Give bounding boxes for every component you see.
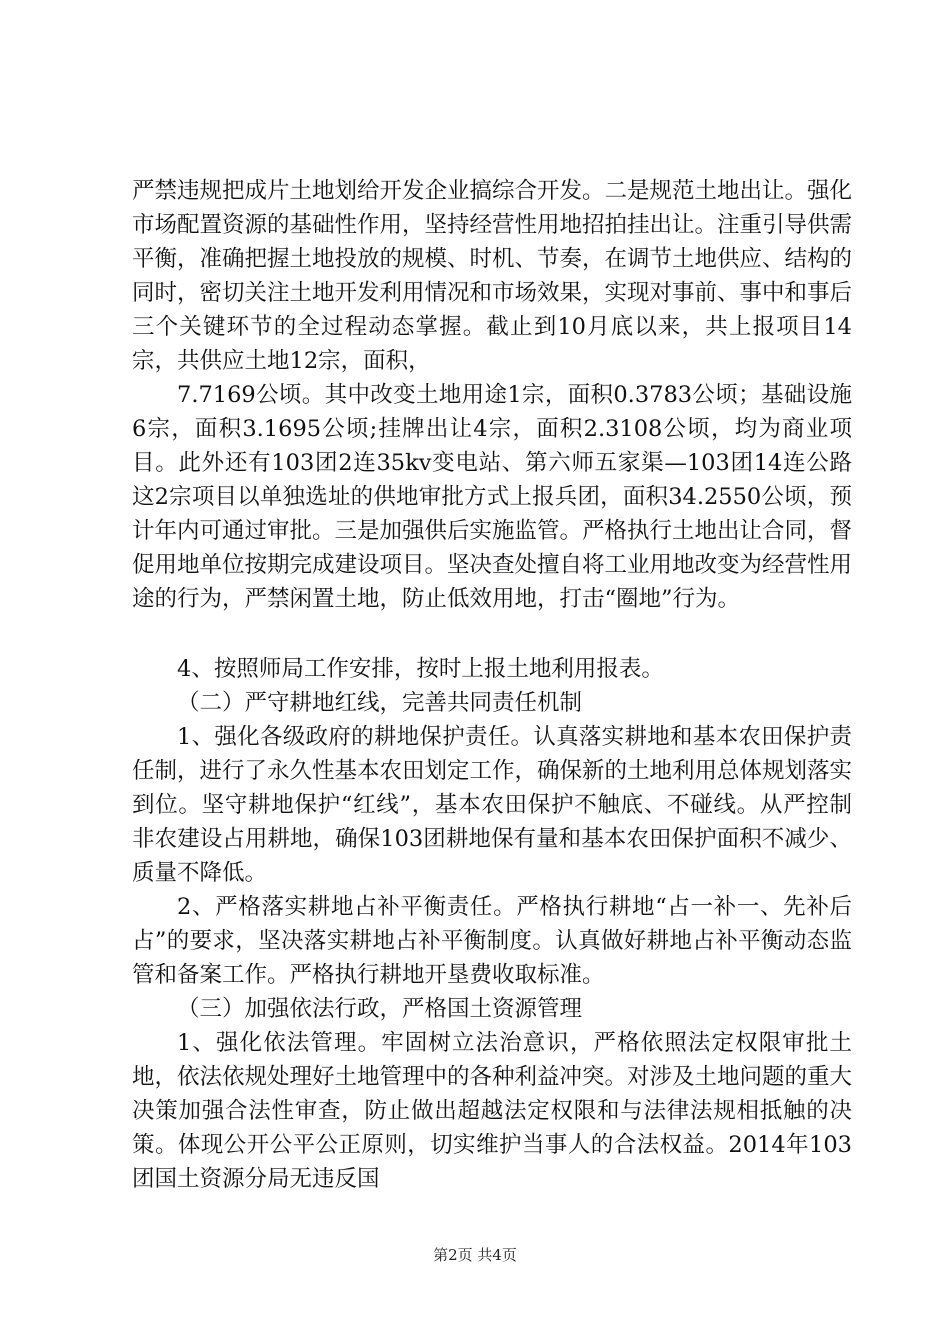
- paragraph-farmland-protection: 1、强化各级政府的耕地保护责任。认真落实耕地和基本农田保护责任制，进行了永久性基本农田划定工作，确保新的土地利用总体规划落实到位。坚守耕地保护“红线”，基本农田保护不触底、不碰线。从严控制非农建设占用耕地，确保103团耕地保有量和基本农田保护面积不减少、质量不降低。: [132, 724, 853, 886]
- paragraph-farmland-balance: 2、严格落实耕地占补平衡责任。严格执行耕地“占一补一、先补后占”的要求，坚决落实耕地占补平衡制度。认真做好耕地占补平衡动态监管和备案工作。严格执行耕地开垦费收取标准。: [132, 894, 852, 988]
- section-heading-farmland-redline: （二）严守耕地红线，完善共同责任机制: [177, 690, 583, 716]
- section-heading-lawful-administration: （三）加强依法行政，严格国土资源管理: [177, 996, 583, 1022]
- page-number-footer: 第2页 共4页: [433, 1246, 517, 1264]
- paragraph-lawful-management: 1、强化依法管理。牢固树立法治意识，严格依照法定权限审批土地，依法依规处理好土地管理中的各种利益冲突。对涉及土地问题的重大决策加强合法性审查，防止做出超越法定权限和与法律法规相抵触的决策。体现公开公平公正原则，切实维护当事人的合法权益。2014年103团国土资源分局无违反国: [132, 1030, 853, 1192]
- paragraph-land-supply-details: 7.7169公顷。其中改变土地用途1宗，面积0.3783公顷；基础设施6宗，面积3.1695公顷;挂牌出让4宗，面积2.3108公顷，均为商业项目。此外还有103团2连35kv变电站、第六师五家渠—103团14连公路这2宗项目以单独选址的供地审批方式上报兵团，面积34.2550公顷，预计年内可通过审批。三是加强供后实施监管。严格执行土地出让合同，督促用地单位按期完成建设项目。坚决查处擅自将工业用地改变为经营性用途的行为，严禁闲置土地，防止低效用地，打击“圈地”行为。: [132, 382, 853, 612]
- paragraph-land-transfer: 严禁违规把成片土地划给开发企业搞综合开发。二是规范土地出让。强化市场配置资源的基础性作用，坚持经营性用地招拍挂出让。注重引导供需平衡，准确把握土地投放的规模、时机、节奏，在调节土地供应、结构的同时，密切关注土地开发利用情况和市场效果，实现对事前、事中和事后三个关键环节的全过程动态掌握。截止到10月底以来，共上报项目14宗，共供应土地12宗，面积，: [132, 178, 853, 374]
- paragraph-land-use-report: 4、按照师局工作安排，按时上报土地利用报表。: [177, 656, 664, 682]
- document-body: [132, 174, 852, 1196]
